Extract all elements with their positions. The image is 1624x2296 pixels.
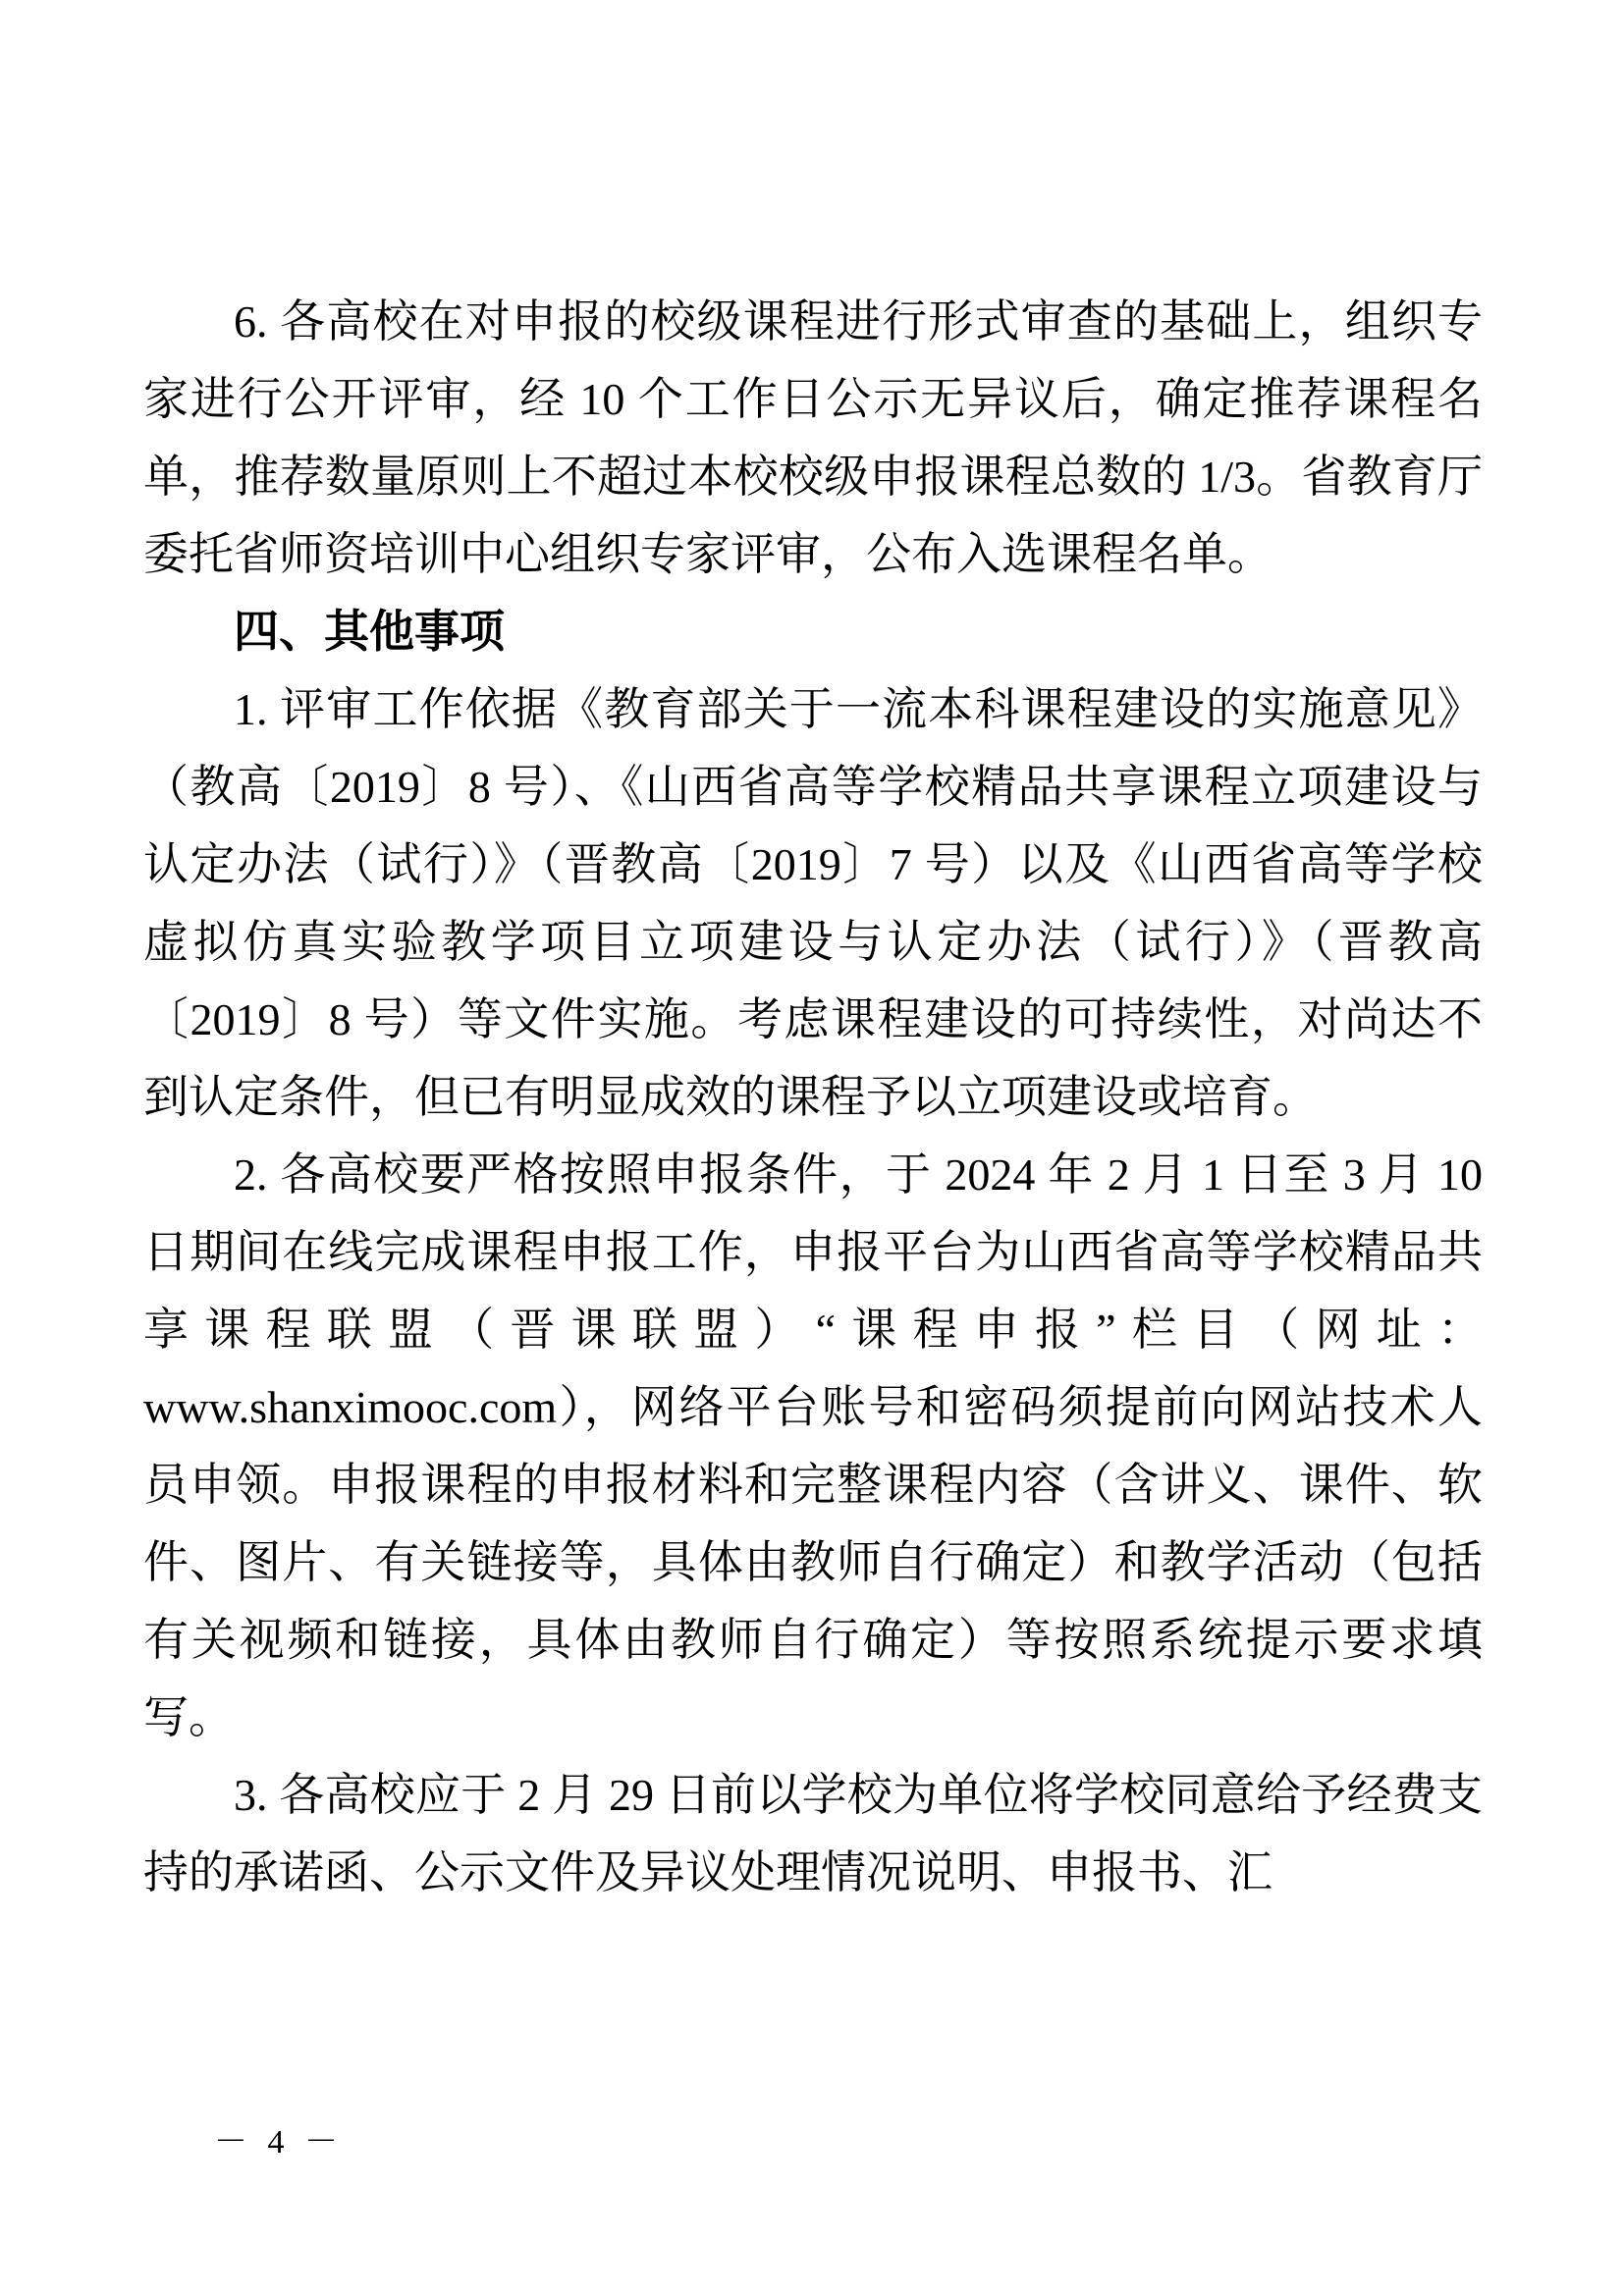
page-number: － 4 －: [214, 2124, 344, 2161]
paragraph-item-1: 1. 评审工作依据《教育部关于一流本科课程建设的实施意见》（教高〔2019〕8 号）、《山西省高等学校精品共享课程立项建设与认定办法（试行）》（晋教高〔2019〕7 号）以及《山西省高等学校虚拟仿真实验教学项目立项建设与认定办法（试行）》（晋教高〔2019〕8 号）等文件实施。考虑课程建设的可持续性，对尚达不到认定条件，但已有明显成效的课程予以立项建设或培育。: [143, 684, 1483, 1122]
document-body: [143, 283, 1483, 1911]
paragraph-item-2: 2. 各高校要严格按照申报条件，于 2024 年 2 月 1 日至 3 月 10 日期间在线完成课程申报工作，申报平台为山西省高等学校精品共享课程联盟（晋课联盟）“课程申报”栏目（网址：www.shanximooc.com），网络平台账号和密码须提前向网站技术人员申领。申报课程的申报材料和完整课程内容（含讲义、课件、软件、图片、有关链接等，具体由教师自行确定）和教学活动（包括有关视频和链接，具体由教师自行确定）等按照系统提示要求填写。: [143, 1149, 1483, 1742]
paragraph-item-6: 6. 各高校在对申报的校级课程进行形式审查的基础上，组织专家进行公开评审，经 10 个工作日公示无异议后，确定推荐课程名单，推荐数量原则上不超过本校校级申报课程总数的 1/3。省教育厅委托省师资培训中心组织专家评审，公布入选课程名单。: [143, 296, 1483, 579]
paragraph-item-3: 3. 各高校应于 2 月 29 日前以学校为单位将学校同意给予经费支持的承诺函、公示文件及异议处理情况说明、申报书、汇: [143, 1770, 1483, 1897]
section-heading-other-matters: 四、其他事项: [234, 606, 505, 657]
